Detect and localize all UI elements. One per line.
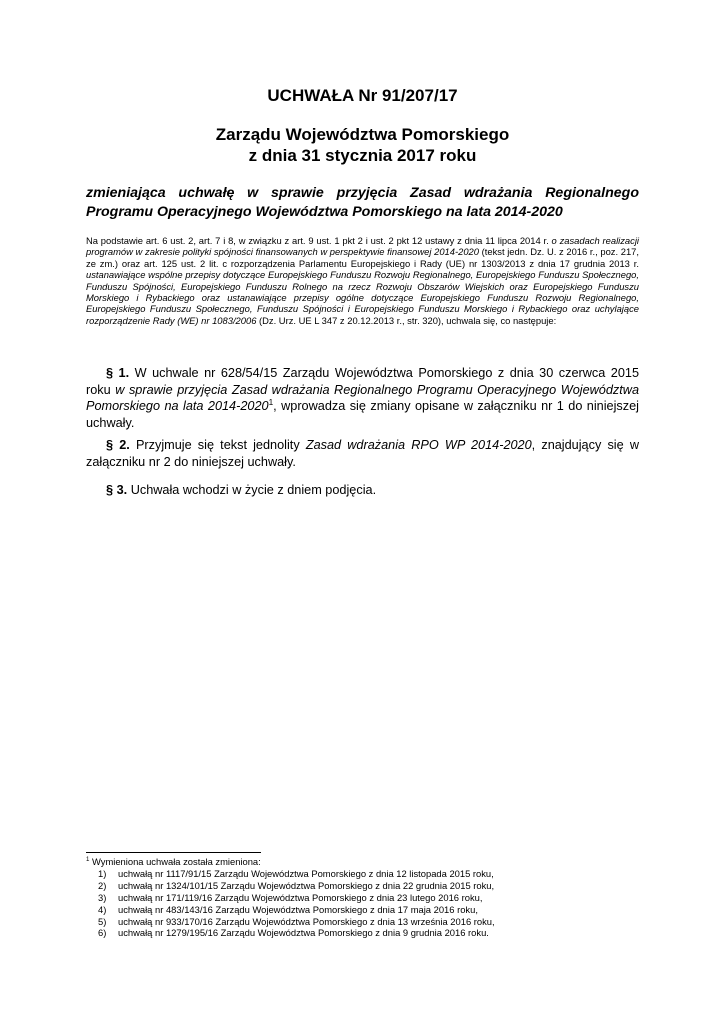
section-1-text-b: , wprowadza się zmiany opisane w załączniku nr 1 do niniejszej uchwały. <box>86 399 639 430</box>
list-item-number: 1) <box>98 867 107 879</box>
footnote-amendment-list <box>86 868 646 939</box>
list-item-number: 2) <box>98 879 107 891</box>
preamble-text-1: Na podstawie art. 6 ust. 2, art. 7 i 8, w związku z art. 9 ust. 1 pkt 2 i ust. 2 pkt 12 ustawy z dnia 11 lipca 2014 r. <box>86 235 552 246</box>
section-3-label: § 3. <box>106 483 128 497</box>
list-item-text: uchwałą nr 1117/91/15 Zarządu Województwa Pomorskiego z dnia 12 listopada 2015 roku, <box>118 867 494 879</box>
section-3-text: Uchwała wchodzi w życie z dniem podjęcia. <box>127 483 377 497</box>
date-line: z dnia 31 stycznia 2017 roku <box>248 146 477 165</box>
list-item-number: 3) <box>98 891 107 903</box>
section-2-text-b: , znajdujący się w załączniku nr 2 do niniejszej uchwały. <box>86 438 639 469</box>
list-item <box>86 904 646 916</box>
section-1-resolution-title: w sprawie przyjęcia Zasad wdrażania Regionalnego Programu Operacyjnego Województwa Pomorskiego na lata 2014-2020 <box>86 382 639 413</box>
resolution-subject: zmieniająca uchwałę w sprawie przyjęcia Zasad wdrażania Regionalnego Programu Operacyjnego Województwa Pomorskiego na lata 2014-2020 <box>86 185 639 220</box>
section-1-text-a: W uchwale nr 628/54/15 Zarządu Województwa Pomorskiego z dnia 30 czerwca 2015 roku <box>86 366 639 397</box>
issuer-line: Zarządu Województwa Pomorskiego <box>215 125 510 144</box>
section-3 <box>86 482 639 499</box>
section-2-label: § 2. <box>106 438 130 452</box>
preamble-text-2: (tekst jedn. Dz. U. z 2016 r., poz. 217, ze zm.) oraz art. 125 ust. 2 lit. c rozporządzenia Parlamentu Europejskiego i Rady (UE) nr 1303/2013 z dnia 17 grudnia 2013 r. <box>86 246 639 269</box>
footnote <box>86 856 646 939</box>
list-item <box>86 916 646 928</box>
section-2 <box>86 437 639 470</box>
section-1 <box>86 365 639 431</box>
list-item <box>86 927 646 939</box>
list-item-text: uchwałą nr 1279/195/16 Zarządu Województwa Pomorskiego z dnia 9 grudnia 2016 roku. <box>118 927 489 939</box>
preamble-act-title: o zasadach realizacji programów w zakresie polityki spójności finansowanych w perspektywie finansowej 2014-2020 <box>86 235 640 258</box>
section-1-label: § 1. <box>106 366 130 380</box>
list-item-text: uchwałą nr 171/119/16 Zarządu Województwa Pomorskiego z dnia 23 lutego 2016 roku, <box>118 891 483 903</box>
list-item-text: uchwałą nr 1324/101/15 Zarządu Województwa Pomorskiego z dnia 22 grudnia 2015 roku, <box>118 879 495 891</box>
footnote-heading-text: Wymieniona uchwała została zmieniona: <box>89 856 261 867</box>
footnote-separator <box>86 852 261 853</box>
footnote-heading <box>86 856 646 868</box>
list-item <box>86 880 646 892</box>
footnote-marker: 1 <box>86 855 90 863</box>
list-item-number: 4) <box>98 903 107 915</box>
list-item-text: uchwałą nr 933/170/16 Zarządu Województwa Pomorskiego z dnia 13 września 2016 roku, <box>118 915 495 927</box>
preamble-regulation-title: ustanawiające wspólne przepisy dotyczące Europejskiego Funduszu Rozwoju Regionalnego, Europejskiego Funduszu Społecznego, Funduszu Spójności, Europejskiego Funduszu Rolnego na rzecz Rozwoju Obszarów Wiejskich oraz Europejskiego Funduszu Morskiego i Rybackiego oraz ustanawiające przepisy ogólne dotyczące Europejskiego Funduszu Rozwoju Regionalnego, Europejskiego Funduszu Społecznego, Funduszu Spójności i Europejskiego Funduszu Morskiego i Rybackiego oraz uchylające rozporządzenie Rady (WE) nr 1083/2006 <box>86 269 639 326</box>
list-item-number: 6) <box>98 927 107 939</box>
list-item <box>86 868 646 880</box>
section-2-text-a: Przyjmuje się tekst jednolity <box>129 438 306 452</box>
list-item-text: uchwałą nr 483/143/16 Zarządu Województwa Pomorskiego z dnia 17 maja 2016 roku, <box>118 903 478 915</box>
list-item <box>86 892 646 904</box>
resolution-title: UCHWAŁA Nr 91/207/17 <box>267 86 458 105</box>
list-item-number: 5) <box>98 915 107 927</box>
section-2-document-title: Zasad wdrażania RPO WP 2014-2020 <box>305 438 532 452</box>
legal-basis-preamble <box>86 235 639 326</box>
preamble-text-3: (Dz. Urz. UE L 347 z 20.12.2013 r., str. 320), uchwala się, co następuje: <box>256 314 557 326</box>
footnote-reference[interactable]: 1 <box>268 397 274 407</box>
